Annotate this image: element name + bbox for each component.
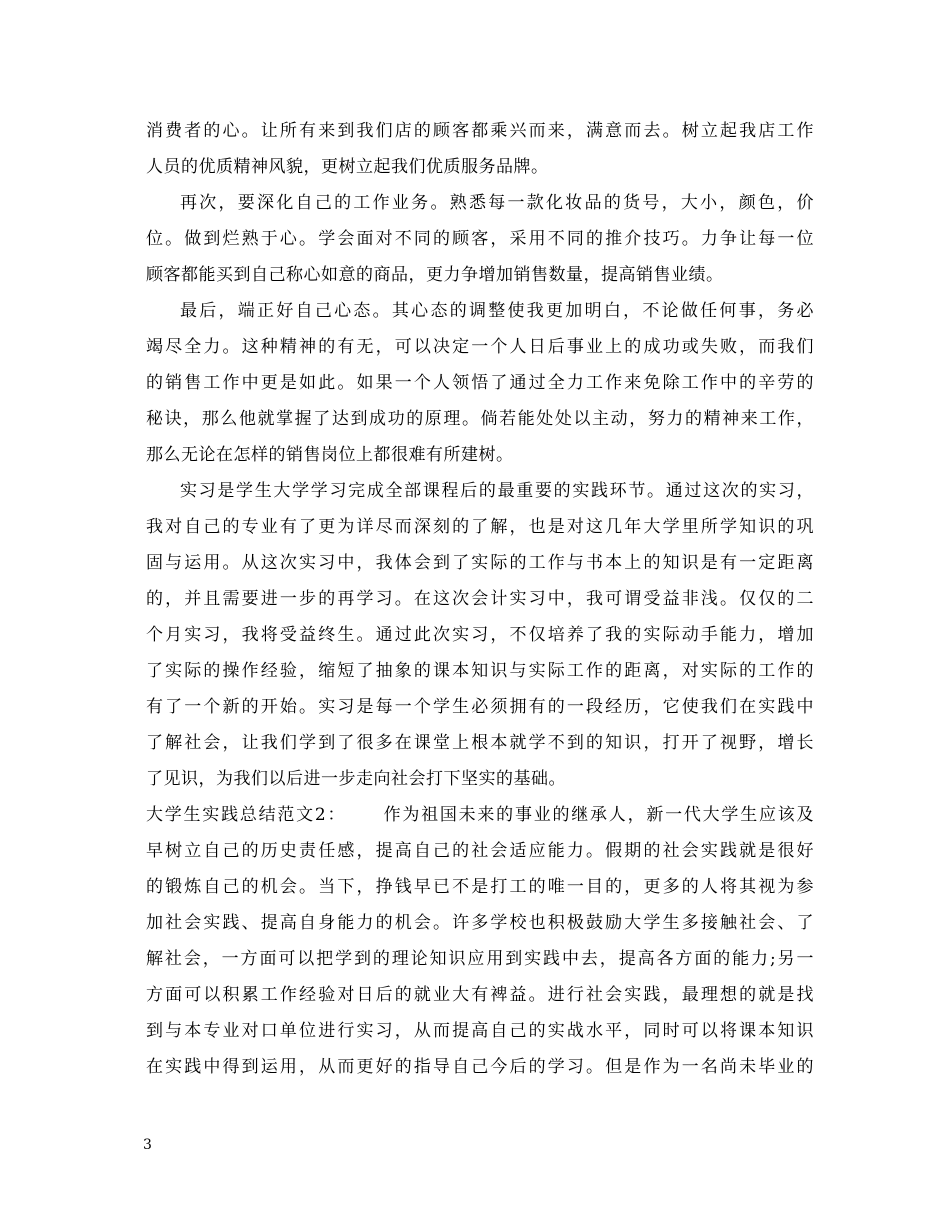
text-line: 了实际的操作经验，缩短了抽象的课本知识与实际工作的距离，对实际的工作的: [146, 661, 814, 681]
text-line: 在实践中得到运用，从而更好的指导自己今后的学习。但是作为一名尚未毕业的: [146, 1057, 814, 1077]
text-line: 竭尽全力。这种精神的有无，可以决定一个人日后事业上的成功或失败，而我们: [146, 337, 814, 357]
text-line: 那么无论在怎样的销售岗位上都很难有所建树。: [146, 445, 514, 465]
page-number: 3: [143, 1137, 152, 1153]
section-heading: 大学生实践总结范文2：: [146, 805, 347, 825]
text-line: 的，并且需要进一步的再学习。在这次会计实习中，我可谓受益非浅。仅仅的二: [146, 589, 814, 609]
text-line: 再次，要深化自己的工作业务。熟悉每一款化妆品的货号，大小，颜色，价: [180, 193, 814, 213]
text-line: 了解社会，让我们学到了很多在课堂上根本就学不到的知识，打开了视野，增长: [146, 733, 814, 753]
text-line: 消费者的心。让所有来到我们店的顾客都乘兴而来，满意而去。树立起我店工作: [146, 121, 814, 141]
text-line: 个月实习，我将受益终生。通过此次实习，不仅培养了我的实际动手能力，增加: [146, 625, 814, 645]
text-line: 方面可以积累工作经验对日后的就业大有裨益。进行社会实践，最理想的就是找: [146, 985, 814, 1005]
text-line: 最后，端正好自己心态。其心态的调整使我更加明白，不论做任何事，务必: [180, 301, 814, 321]
text-line: 人员的优质精神风貌，更树立起我们优质服务品牌。: [146, 157, 549, 177]
text-line: 实习是学生大学学习完成全部课程后的最重要的实践环节。通过这次的实习，: [180, 481, 814, 501]
document-body: [146, 113, 814, 1085]
section-paragraph: [146, 833, 814, 1085]
text-line: 位。做到烂熟于心。学会面对不同的顾客，采用不同的推介技巧。力争让每一位: [146, 229, 814, 249]
text-line: 到与本专业对口单位进行实习，从而提高自己的实战水平，同时可以将课本知识: [146, 1021, 814, 1041]
text-line: 的锻炼自己的机会。当下，挣钱早已不是打工的唯一目的，更多的人将其视为参: [146, 877, 814, 897]
text-line: 解社会，一方面可以把学到的理论知识应用到实践中去，提高各方面的能力;另一: [146, 949, 814, 969]
section-heading-line: [146, 797, 814, 833]
section-first-line: 作为祖国未来的事业的继承人，新一代大学生应该及: [382, 805, 815, 825]
text-line: 固与运用。从这次实习中，我体会到了实际的工作与书本上的知识是有一定距离: [146, 553, 814, 573]
paragraphs-block: [146, 113, 814, 797]
text-line: 顾客都能买到自己称心如意的商品，更力争增加销售数量，提高销售业绩。: [146, 265, 724, 285]
text-line: 的销售工作中更是如此。如果一个人领悟了通过全力工作来免除工作中的辛劳的: [146, 373, 814, 393]
text-line: 秘诀，那么他就掌握了达到成功的原理。倘若能处处以主动，努力的精神来工作，: [146, 409, 814, 429]
text-line: 早树立自己的历史责任感，提高自己的社会适应能力。假期的社会实践就是很好: [146, 841, 814, 861]
text-line: 加社会实践、提高自身能力的机会。许多学校也积极鼓励大学生多接触社会、了: [146, 913, 814, 933]
text-line: 我对自己的专业有了更为详尽而深刻的了解，也是对这几年大学里所学知识的巩: [146, 517, 814, 537]
text-line: 有了一个新的开始。实习是每一个学生必须拥有的一段经历，它使我们在实践中: [146, 697, 814, 717]
text-line: 了见识，为我们以后进一步走向社会打下坚实的基础。: [146, 769, 566, 789]
